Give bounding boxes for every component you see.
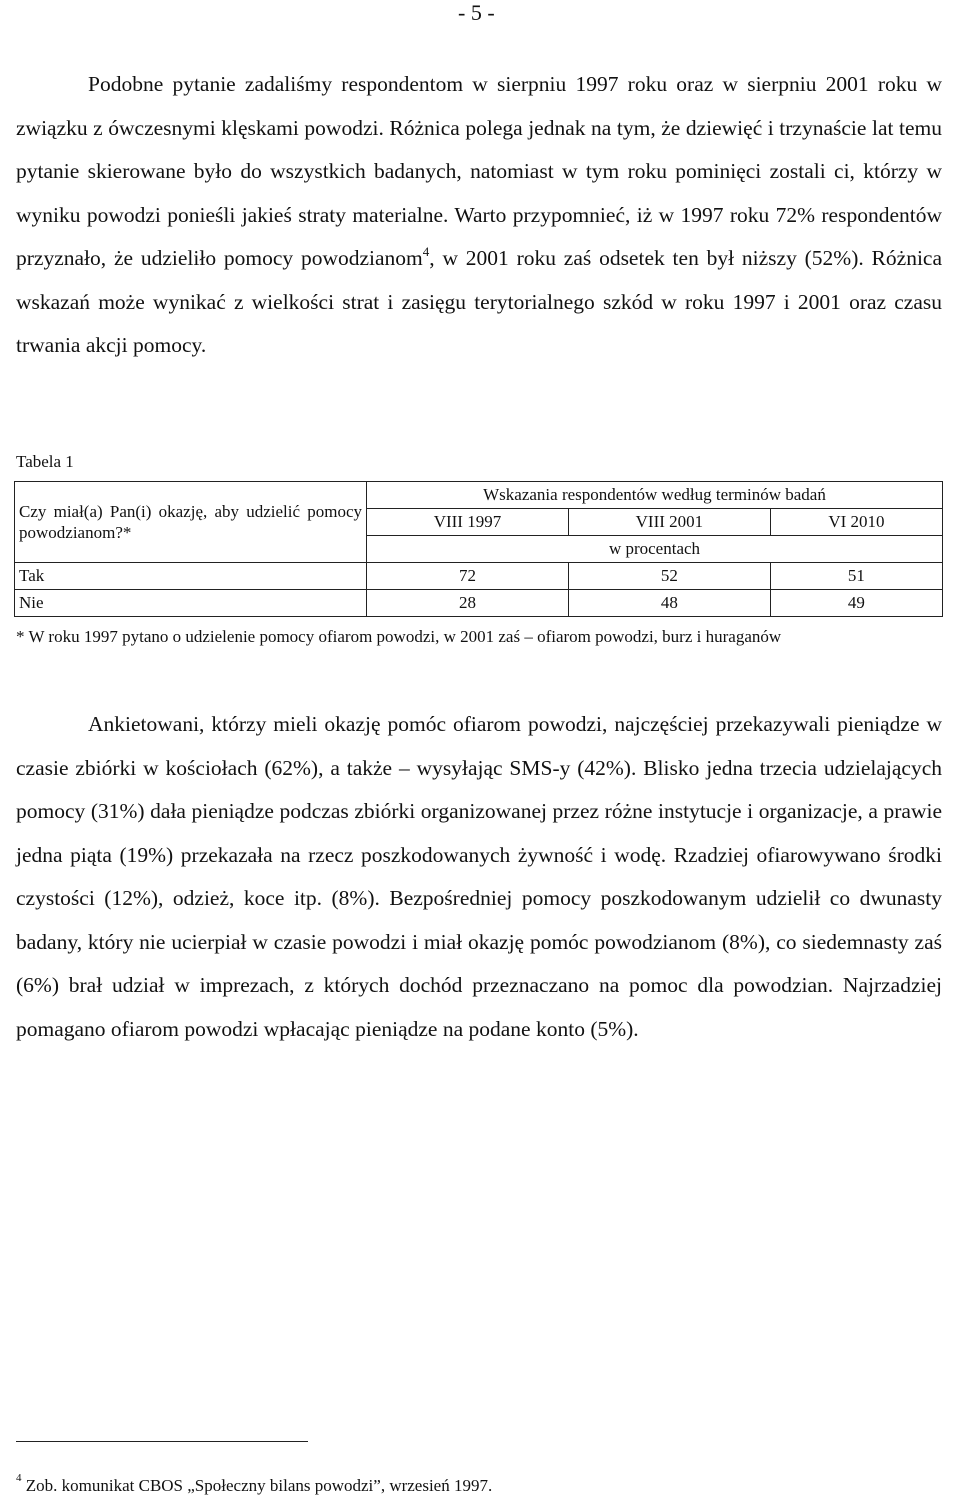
row-label-tak: Tak: [15, 563, 367, 590]
column-header-2001: VIII 2001: [568, 509, 770, 536]
row-label-nie: Nie: [15, 590, 367, 617]
table-row: [15, 590, 943, 617]
page-number: - 5 -: [458, 0, 495, 25]
column-header-2010: VI 2010: [770, 509, 942, 536]
footnote-reference: 4: [422, 243, 430, 259]
question-cell: Czy miał(a) Pan(i) okazję, aby udzielić pomocy powodzianom?*: [15, 482, 367, 563]
intro-text-part2: , w 2001 roku zaś odsetek ten był niższy (52%). Różnica wskazań może wynikać z wielkości strat i zasięgu terytorialnego szkód w roku 1997 i 2001 oraz czasu trwania akcji pomocy.: [16, 246, 942, 357]
value-cell: 72: [367, 563, 569, 590]
value-cell: 28: [367, 590, 569, 617]
footnote-marker: 4: [16, 1472, 22, 1485]
table-row: [15, 563, 943, 590]
table-header-row-1: [15, 482, 943, 509]
value-cell: 52: [568, 563, 770, 590]
footnote-separator: [16, 1441, 308, 1442]
intro-text-part1: Podobne pytanie zadaliśmy respondentom w sierpniu 1997 roku oraz w sierpniu 2001 roku w związku z ówczesnymi klęskami powodzi. Różnica polega jednak na tym, że dziewięć i trzynaście lat temu pytanie skierowane było do wszystkich badanych, natomiast w tym roku pominięci zostali ci, którzy w wyniku powodzi ponieśli jakieś straty materialne. Warto przypomnieć, iż w 1997 roku 72% respondentów przyznało, że udzieliło pomocy powodzianom: [16, 72, 942, 270]
group-header-cell: Wskazania respondentów według terminów badań: [367, 482, 943, 509]
column-header-1997: VIII 1997: [367, 509, 569, 536]
table-caption: Tabela 1: [16, 452, 74, 471]
table-note: * W roku 1997 pytano o udzielenie pomocy ofiarom powodzi, w 2001 zaś – ofiarom powodzi, burz i huraganów: [16, 627, 782, 646]
survey-table: [14, 481, 943, 617]
footnote: [16, 1472, 493, 1497]
value-cell: 49: [770, 590, 942, 617]
footnote-text: Zob. komunikat CBOS „Społeczny bilans powodzi”, wrzesień 1997.: [21, 1476, 493, 1495]
unit-cell: w procentach: [367, 536, 943, 563]
value-cell: 48: [568, 590, 770, 617]
results-paragraph: [16, 703, 942, 1051]
results-text: Ankietowani, którzy mieli okazję pomóc ofiarom powodzi, najczęściej przekazywali pieniądze w czasie zbiórki w kościołach (62%), a także – wysyłając SMS-y (42%). Blisko jedna trzecia udzielających pomocy (31%) dała pieniądze podczas zbiórki organizowanej przez różne instytucje i organizacje, a prawie jedna piąta (19%) przekazała na rzecz poszkodowanych żywność i wodę. Rzadziej ofiarowywano środki czystości (12%), odzież, koce itp. (8%). Bezpośredniej pomocy poszkodowanym udzielił co dwunasty badany, który nie ucierpiał w czasie powodzi i miał okazję pomóc powodzianom (8%), co siedemnasty zaś (6%) brał udział w imprezach, z których dochód przeznaczano na pomoc dla powodzian. Najrzadziej pomagano ofiarom powodzi wpłacając pieniądze na podane konto (5%).: [16, 712, 942, 1041]
value-cell: 51: [770, 563, 942, 590]
intro-paragraph: [16, 63, 942, 368]
